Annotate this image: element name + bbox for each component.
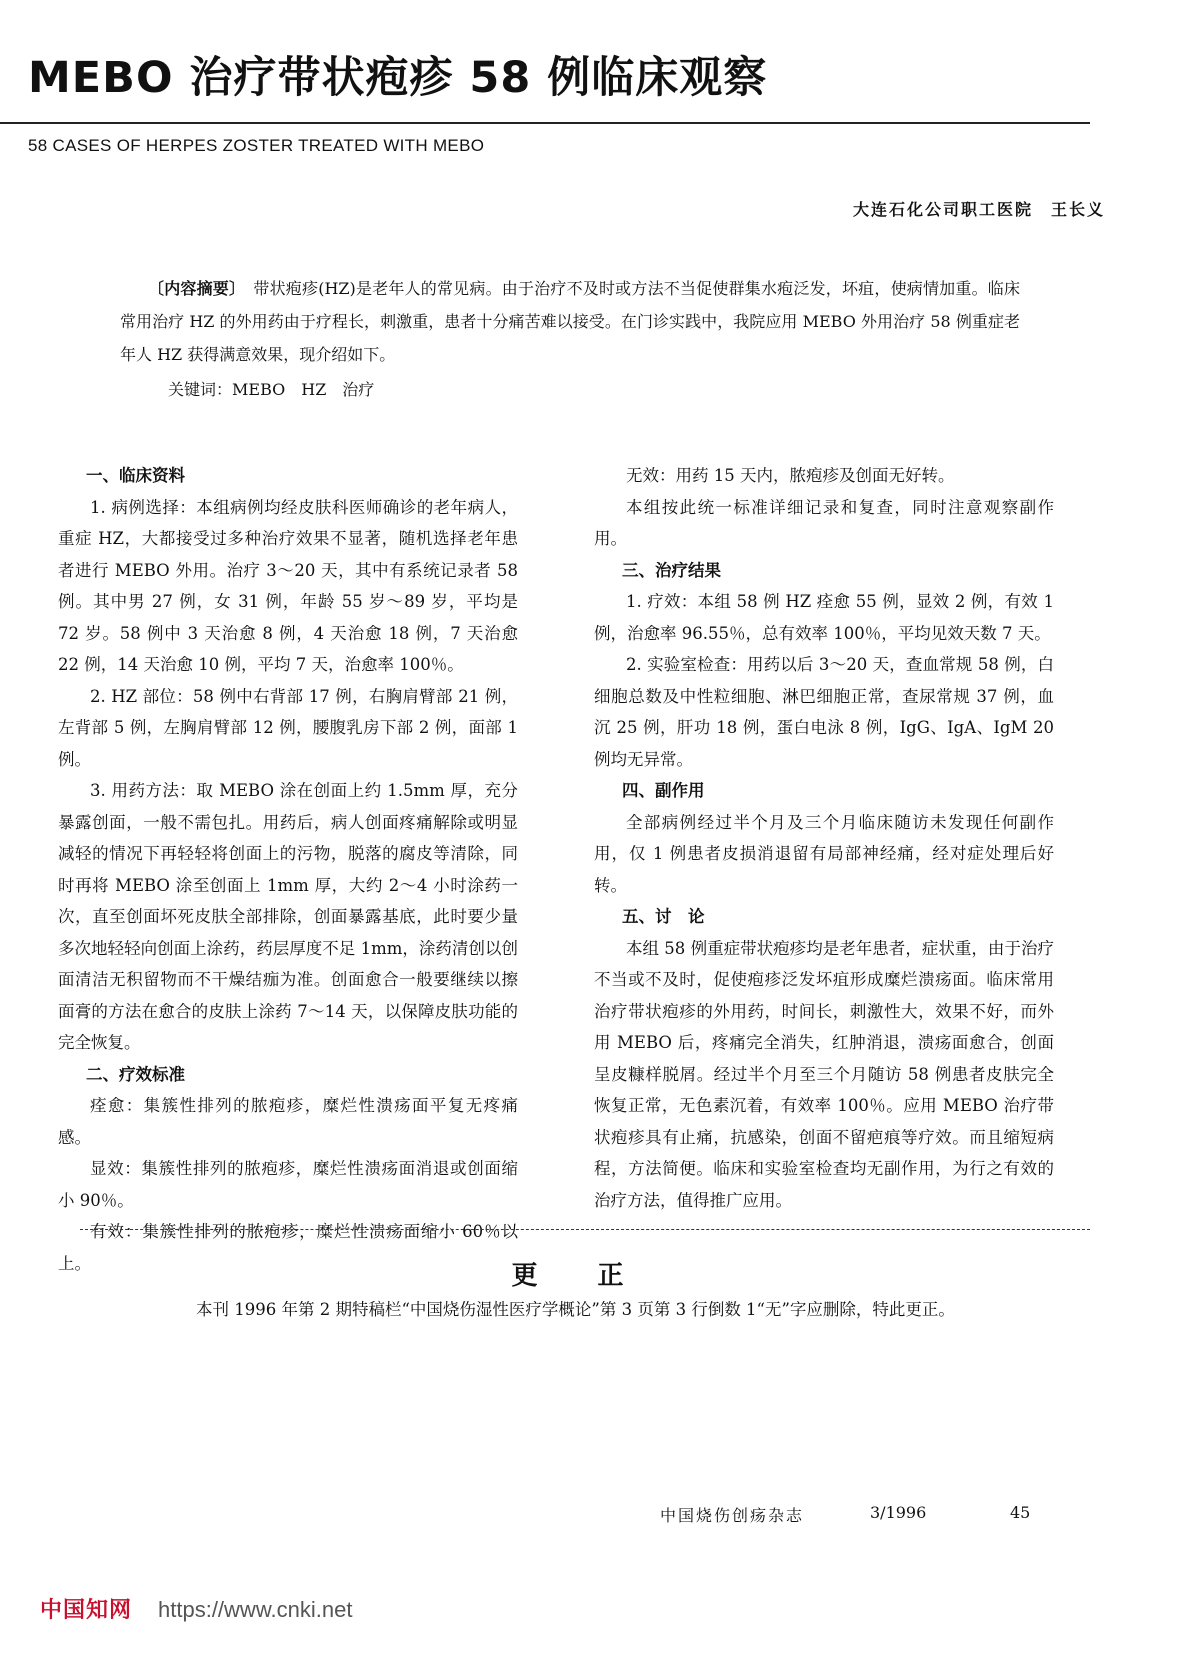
erratum-paragraph: 本刊 1996 年第 2 期特稿栏“中国烧伤湿性医疗学概论”第 3 页第 3 行倒数 1“无”字应删除，特此更正。 <box>196 1300 955 1319</box>
section-heading-results: 三、治疗结果 <box>622 560 721 580</box>
page-number: 45 <box>1010 1503 1031 1522</box>
abstract <box>120 272 1020 406</box>
erratum-heading: 更正 <box>511 1261 684 1291</box>
paragraph-discussion: 本组 58 例重症带状疱疹均是老年患者，症状重，由于治疗不当或不及时，促使疱疹泛发坏疽形成糜烂溃疡面。临床常用治疗带状疱疹的外用药，时间长，刺激性大，效果不好，而外用 MEBO 后，疼痛完全消失，红肿消退，溃疡面愈合，创面呈皮糠样脱屑。经过半个月至三个月随访 58 例患者皮肤完全恢复正常，无色素沉着，有效率 100％。应用 MEBO 治疗带状疱疹具有止痛，抗感染，创面不留疤痕等疗效。而且缩短病程，方法简便。临床和实验室检查均无副作用，为行之有效的治疗方法，值得推广应用。 <box>594 938 1054 1210</box>
paragraph-criteria-marked: 显效：集簇性排列的脓疱疹，糜烂性溃疡面消退或创面缩小 90％。 <box>58 1159 518 1210</box>
english-subtitle: 58 CASES OF HERPES ZOSTER TREATED WITH MEBO <box>28 136 485 155</box>
left-column <box>58 460 518 1279</box>
paragraph-criteria-effective: 有效：集簇性排列的脓疱疹，糜烂性溃疡面缩小 60％以上。 <box>58 1222 518 1273</box>
cnki-watermark <box>40 1593 352 1624</box>
cnki-logo-text: 中国知网 <box>40 1598 133 1623</box>
abstract-text: 带状疱疹(HZ)是老年人的常见病。由于治疗不及时或方法不当促使群集水疱泛发，坏疽，使病情加重。临床常用治疗 HZ 的外用药由于疗程长，刺激重，患者十分痛苦难以接受。在门诊实践中，我院应用 MEBO 外用治疗 58 例重症老年人 HZ 获得满意效果，现介绍如下。 <box>120 279 1020 364</box>
footer-journal-name: 中国烧伤创疡杂志 <box>660 1506 805 1525</box>
paragraph-case-selection: 1. 病例选择：本组病例均经皮肤科医师确诊的老年病人，重症 HZ，大都接受过多种治疗效果不显著，随机选择老年患者进行 MEBO 外用。治疗 3～20 天，其中有系统记录者 58 例。其中男 27 例，女 31 例，年龄 55 岁～89 岁，平均是 72 岁。58 例中 3 天治愈 8 例，4 天治愈 18 例，7 天治愈 22 例，14 天治愈 10 例，平均 7 天，治愈率 100％。 <box>58 497 518 674</box>
paragraph-medication-method: 3. 用药方法：取 MEBO 涂在创面上约 1.5mm 厚，充分暴露创面，一般不需包扎。用药后，病人创面疼痛解除或明显减轻的情况下再轻轻将创面上的污物，脱落的腐皮等清除，同时再将 MEBO 涂至创面上 1mm 厚，大约 2～4 小时涂药一次，直至创面坏死皮肤全部排除，创面暴露基底，此时要少量多次地轻轻向创面上涂药，药层厚度不足 1mm，涂药清创以创面清洁无积留物而不干燥结痂为准。创面愈合一般要继续以擦面膏的方法在愈合的皮肤上涂药 7～14 天，以保障皮肤功能的完全恢复。 <box>58 781 518 1052</box>
keywords: 关键词：MEBO HZ 治疗 <box>168 380 375 399</box>
article-title: MEBO 治疗带状疱疹 58 例临床观察 <box>28 53 768 103</box>
footer-issue: 3/1996 <box>870 1503 927 1522</box>
title-rule <box>0 122 1090 124</box>
paragraph-hz-location: 2. HZ 部位：58 例中右背部 17 例，右胸肩臂部 21 例，左背部 5 例，左胸肩臂部 12 例，腰腹乳房下部 2 例，面部 1 例。 <box>58 686 518 769</box>
paragraph-criteria-cured: 痊愈：集簇性排列的脓疱疹，糜烂性溃疡面平复无疼痛感。 <box>58 1096 518 1147</box>
cnki-url: https://www.cnki.net <box>158 1597 353 1622</box>
section-heading-clinical-data: 一、临床资料 <box>86 466 185 485</box>
section-heading-efficacy-criteria: 二、疗效标准 <box>86 1064 185 1084</box>
paragraph-criteria-ineffective: 无效：用药 15 天内，脓疱疹及创面无好转。 <box>626 466 955 485</box>
section-heading-discussion: 五、讨 论 <box>622 907 705 926</box>
section-heading-side-effects: 四、副作用 <box>622 781 705 800</box>
author-affiliation: 大连石化公司职工医院 王长义 <box>852 200 1105 219</box>
section-separator <box>80 1229 1090 1230</box>
right-column <box>594 460 1054 1216</box>
paragraph-standard-note: 本组按此统一标准详细记录和复查，同时注意观察副作用。 <box>594 497 1054 548</box>
paragraph-efficacy-results: 1. 疗效：本组 58 例 HZ 痊愈 55 例，显效 2 例，有效 1 例，治愈率 96.55％，总有效率 100％，平均见效天数 7 天。 <box>594 592 1054 643</box>
paragraph-lab-results: 2. 实验室检查：用药以后 3～20 天，查血常规 58 例，白细胞总数及中性粒细胞、淋巴细胞正常，查尿常规 37 例，血沉 25 例，肝功 18 例，蛋白电泳 8 例，IgG、IgA、IgM 20 例均无异常。 <box>594 655 1054 769</box>
erratum-body <box>150 1294 970 1326</box>
abstract-paragraph <box>120 272 1020 371</box>
abstract-label: 〔内容摘要〕 <box>148 279 238 298</box>
paragraph-side-effects: 全部病例经过半个月及三个月临床随访未发现任何副作用，仅 1 例患者皮损消退留有局部神经痛，经对症处理后好转。 <box>594 812 1054 895</box>
